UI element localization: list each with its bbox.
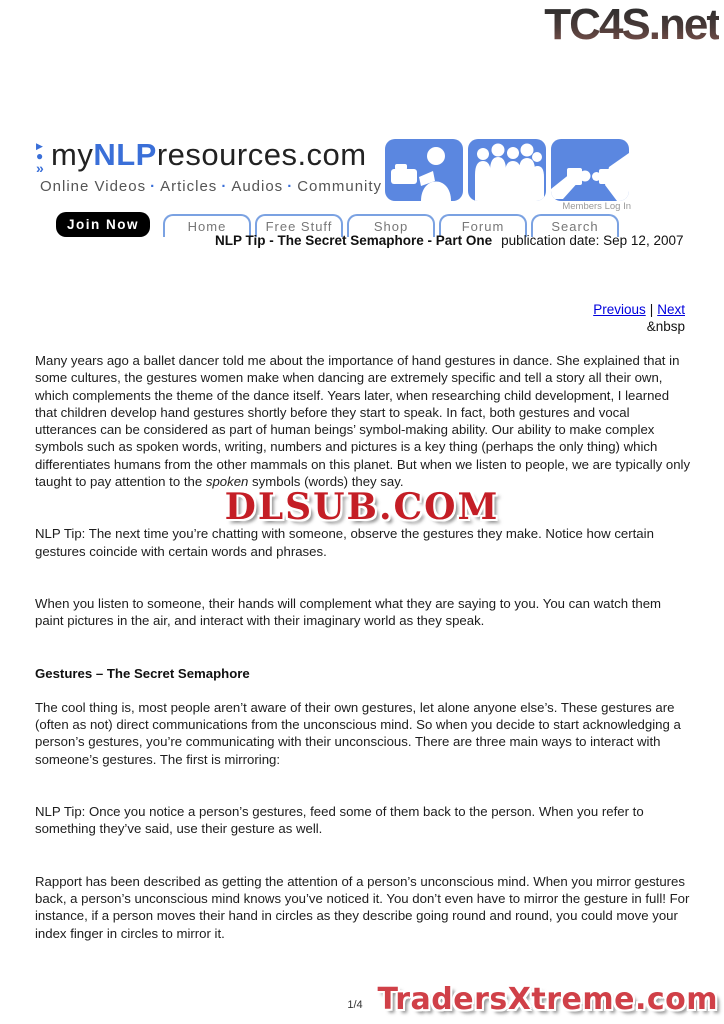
article-body bbox=[35, 352, 691, 977]
nlp-tip-paragraph: NLP Tip: Once you notice a person’s gestures, feed some of them back to the person. When you refer to something they’ve said, use their gesture as well. bbox=[35, 804, 644, 837]
tagline-item: Community bbox=[297, 178, 383, 195]
logo-prefix: my bbox=[51, 137, 94, 172]
logo-suffix: resources.com bbox=[156, 137, 367, 172]
dlsub-watermark: DLSUB.COM bbox=[224, 486, 500, 528]
tagline-item: Online Videos bbox=[40, 178, 147, 195]
publication-date: publication date: Sep 12, 2007 bbox=[501, 233, 684, 248]
paragraph: When you listen to someone, their hands will complement what they are saying to you. You can watch them paint pictures in the air, and interact with their imaginary world as they speak. bbox=[35, 595, 662, 629]
page-indicator: 1/4 bbox=[347, 999, 363, 1011]
fast-forward-icon: » bbox=[36, 160, 44, 176]
logo-accent: NLP bbox=[93, 137, 157, 172]
article-title-line bbox=[215, 233, 683, 248]
paragraph bbox=[35, 352, 691, 490]
nlp-tip-paragraph: NLP Tip: The next time you’re chatting with someone, observe the gestures they make. Notice how certain gestures coincide with certain words and phrases. bbox=[35, 526, 654, 559]
tagline-item: Audios bbox=[231, 178, 284, 195]
tagline-separator-dot: · bbox=[287, 178, 294, 195]
videographer-icon bbox=[385, 139, 463, 201]
community-tile bbox=[468, 139, 546, 201]
tab-shop[interactable]: Shop bbox=[347, 214, 435, 237]
previous-link[interactable]: Previous bbox=[593, 302, 646, 317]
tc4s-watermark: TC4S.net bbox=[544, 0, 719, 49]
article-title: NLP Tip - The Secret Semaphore - Part One bbox=[215, 233, 493, 248]
nbsp-text: &nbsp bbox=[646, 319, 685, 334]
partnership-tile bbox=[551, 139, 629, 201]
puzzle-hands-icon bbox=[551, 139, 629, 201]
tab-forum[interactable]: Forum bbox=[439, 214, 527, 237]
site-logo bbox=[36, 137, 382, 195]
tagline-separator-dot: · bbox=[221, 178, 228, 195]
tab-search[interactable]: Search bbox=[531, 214, 619, 237]
header-image-tiles bbox=[385, 139, 629, 201]
logo-tagline bbox=[40, 178, 382, 195]
emphasized-word: spoken bbox=[205, 474, 249, 490]
bullet-icon: ● bbox=[36, 149, 44, 163]
people-group-icon bbox=[468, 139, 546, 201]
tagline-separator-dot: · bbox=[150, 178, 157, 195]
paragraph-text: symbols (words) they say. bbox=[248, 474, 404, 490]
paragraph: Rapport has been described as getting the attention of a person’s unconscious mind. When you mirror gestures back, a person’s unconscious mind knows you’ve noticed it. You don’t even have to mirror the gesture in full! For instance, if a person moves their hand in circles as they describe going round and round, you could move your index finger in circles to mirror it. bbox=[35, 873, 690, 941]
paragraph: The cool thing is, most people aren’t aware of their own gestures, let alone anyone else’s. These gestures are (often as not) direct communications from the unconscious mind. So when you decide to start acknowledging a person’s gestures, you’re communicating with their unconscious. There are three main ways to interact with someone’s gestures. The first is mirroring: bbox=[35, 699, 681, 767]
next-link[interactable]: Next bbox=[657, 302, 685, 317]
tagline-item: Articles bbox=[160, 178, 218, 195]
pagination-row bbox=[593, 301, 685, 318]
paragraph-text: Many years ago a ballet dancer told me about the importance of hand gestures in dance. She explained that in some cultures, the gestures women make when dancing are extremely specific and tell a story all their own, which complements the theme of the dance itself. Years later, when researching child development, I learned that children develop hand gestures shortly before they start to speak. In fact, both gestures and vocal utterances can be considered as part of human beings’ symbol-making ability. Our ability to make complex symbols such as spoken words, writing, numbers and pictures is a key thing (perhaps the only thing) which differentiates humans from the other mammals on this planet. But when we listen to people, we are typically only taught to pay attention to the bbox=[35, 353, 691, 490]
section-heading: Gestures – The Secret Semaphore bbox=[35, 665, 250, 681]
tab-free-stuff[interactable]: Free Stuff bbox=[255, 214, 343, 237]
link-separator: | bbox=[649, 302, 654, 317]
logo-wordmark bbox=[51, 137, 382, 173]
video-tile bbox=[385, 139, 463, 201]
logo-icon-stack bbox=[36, 141, 50, 174]
pagination-links bbox=[593, 301, 685, 335]
join-now-button[interactable]: Join Now bbox=[56, 212, 150, 237]
members-login-link[interactable]: Members Log In bbox=[562, 201, 631, 212]
tradersxtreme-watermark: TradersXtreme.com bbox=[377, 982, 718, 1017]
play-icon: ▶ bbox=[36, 141, 43, 151]
tab-home[interactable]: Home bbox=[163, 214, 251, 237]
